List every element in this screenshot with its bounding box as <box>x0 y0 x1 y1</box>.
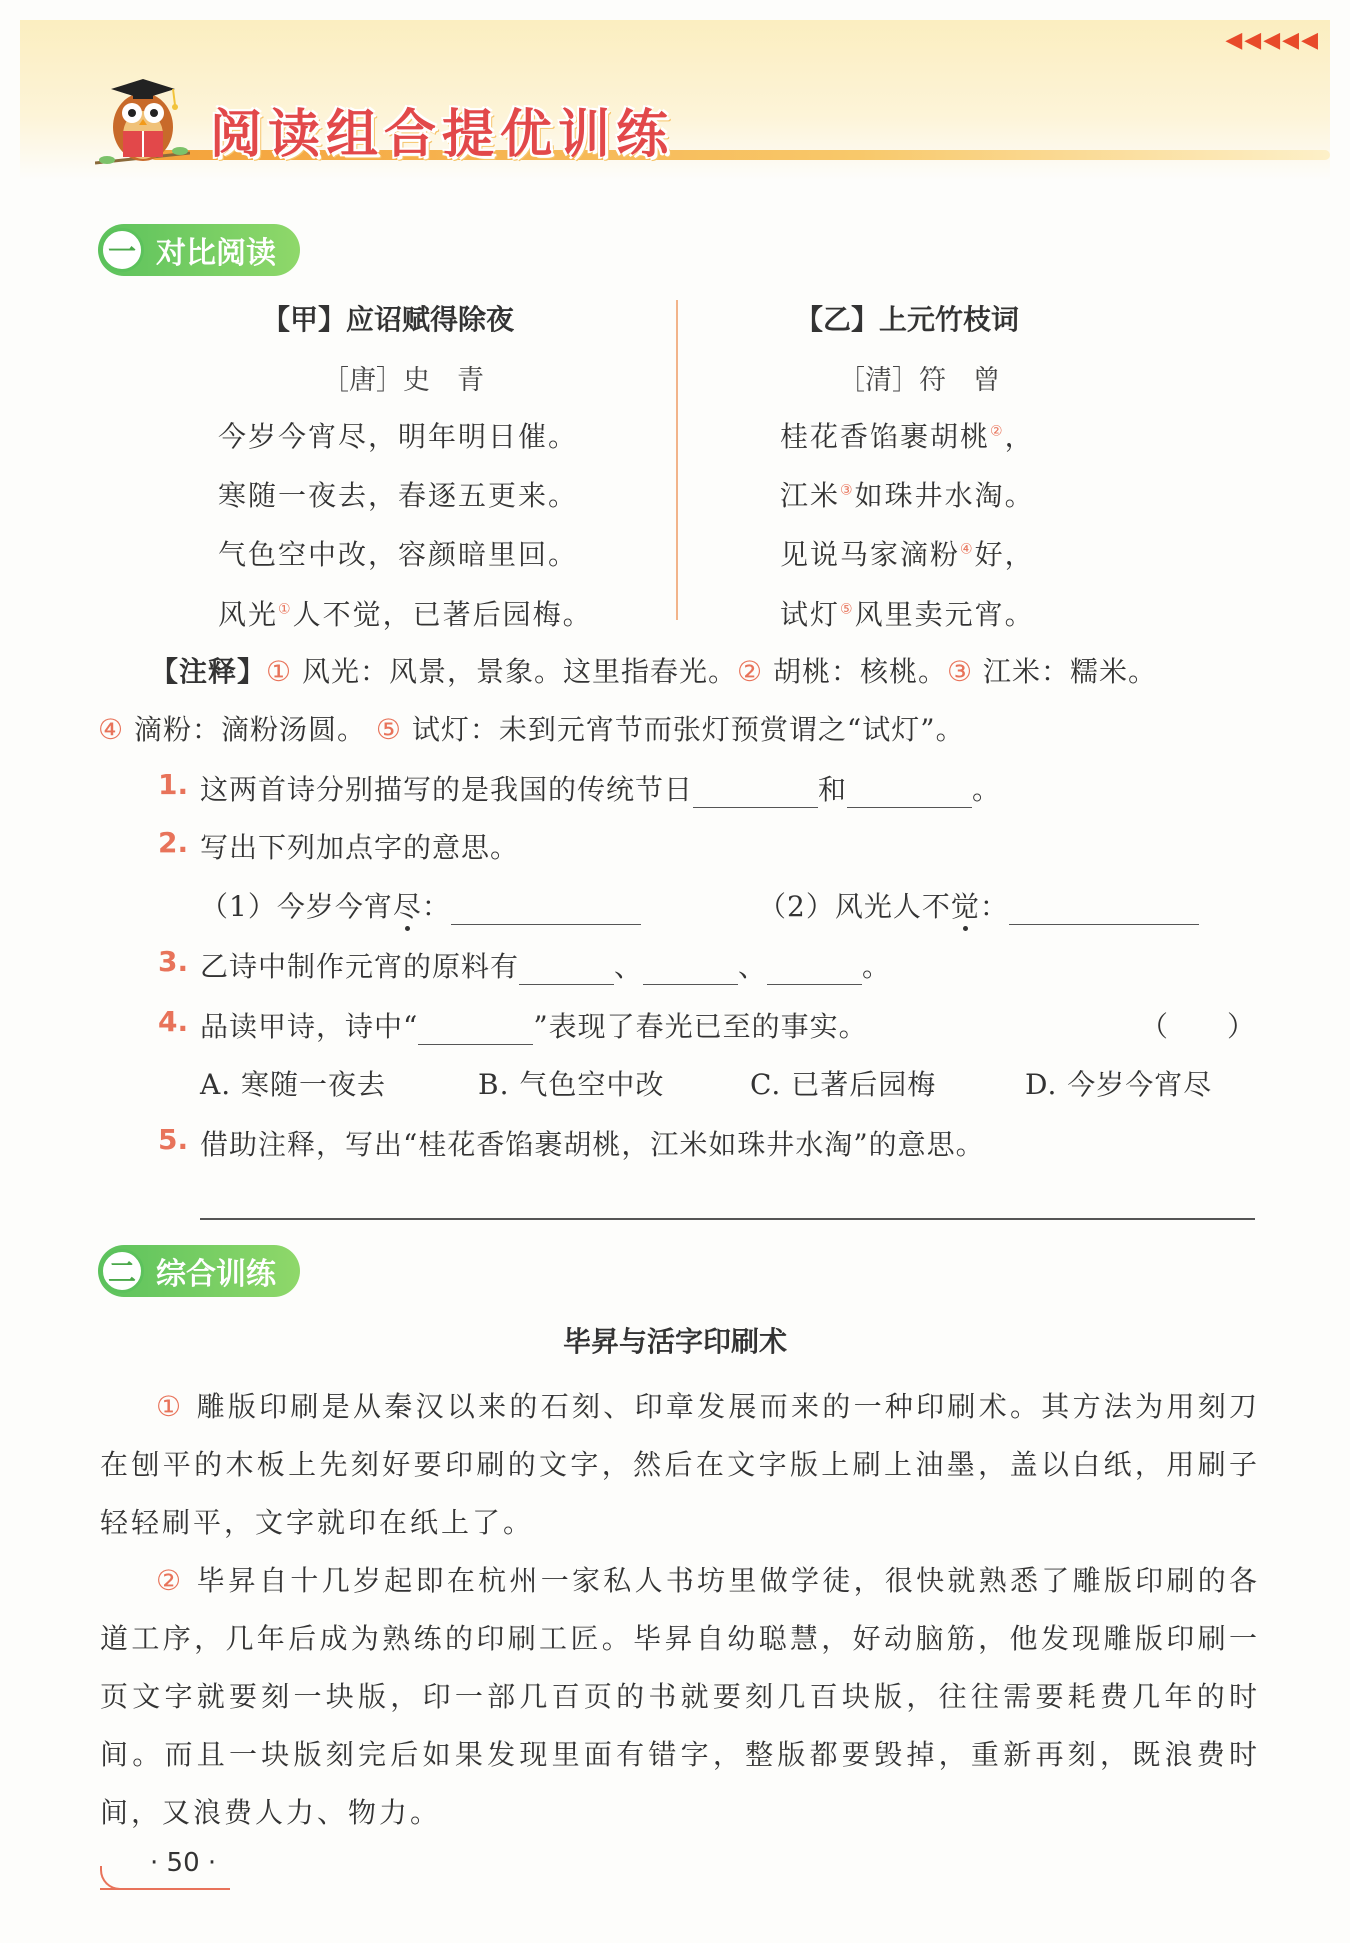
poem-a-line-2: 寒随一夜去，春逐五更来。 <box>218 479 579 512</box>
note-text: 风光：风景，景象。这里指春光。 <box>292 655 738 688</box>
poem-a-line-1: 今岁今宵尽，明年明日催。 <box>218 420 579 453</box>
question-3 <box>200 945 891 985</box>
question-2-item-1 <box>200 885 641 925</box>
option-b[interactable]: B. 气色空中改 <box>478 1068 665 1101</box>
note-text: 江米：糯米。 <box>973 655 1158 688</box>
answer-blank[interactable] <box>643 954 738 985</box>
q2-2-colon: ： <box>979 890 1009 923</box>
note-marker: ① <box>266 655 293 688</box>
paragraph-text: 雕版印刷是从秦汉以来的石刻、印章发展而来的一种印刷术。其方法为用刻刀在刨平的木板上先刻好要印刷的文字，然后在文字版上刷上油墨，盖以白纸，用刷子轻轻刷平，文字就印在纸上了。 <box>100 1390 1260 1539</box>
poem-b-author: ［清］符 曾 <box>838 365 1000 396</box>
separator: 、 <box>614 950 644 983</box>
poem-divider <box>676 300 678 620</box>
poem-a-line-4 <box>218 593 593 633</box>
question-3-text: 乙诗中制作元宵的原料有 <box>200 950 520 983</box>
dotted-char: 尽 <box>392 890 422 923</box>
paragraph-text: 毕昇自十几岁起即在杭州一家私人书坊里做学徒，很快就熟悉了雕版印刷的各道工序，几年后成为熟练的印刷工匠。毕昇自幼聪慧，好动脑筋，他发现雕版印刷一页文字就要刻一块版，印一部几百页的书就要刻几百块版，往往需要耗费几年的时间。而且一块版刻完后如果发现里面有错字，整版都要毁掉，重新再刻，既浪费时间，又浪费人力、物力。 <box>100 1564 1260 1829</box>
poem-a-author: ［唐］史 青 <box>322 365 484 396</box>
page-title: 阅读组合提优训练 <box>210 105 675 165</box>
question-1 <box>200 768 1001 808</box>
footnote-marker: ④ <box>960 541 975 558</box>
section-number: 二 <box>100 1249 144 1293</box>
answer-blank[interactable] <box>1009 894 1199 925</box>
owl-mascot-icon <box>95 65 190 175</box>
question-1-text: 这两首诗分别描写的是我国的传统节日 <box>200 773 694 806</box>
footnote-marker: ⑤ <box>840 601 855 618</box>
poem-a-line-3: 气色空中改，容颜暗里回。 <box>218 538 579 571</box>
section-label: 综合训练 <box>156 1257 276 1292</box>
poem-b-line-1 <box>780 415 1035 455</box>
poem-a-line-4-part2: 人不觉，已著后园梅。 <box>292 598 593 631</box>
question-5-number: 5. <box>158 1123 189 1156</box>
question-4 <box>200 1005 868 1045</box>
note-marker: ③ <box>947 655 974 688</box>
poem-b-line-2-text: 江米 <box>780 479 841 512</box>
answer-blank[interactable] <box>519 954 614 985</box>
question-2-number: 2. <box>158 826 189 859</box>
question-2-item-2 <box>758 885 1199 925</box>
question-3-number: 3. <box>158 945 189 978</box>
footnote-marker: ① <box>278 601 293 618</box>
answer-blank[interactable] <box>451 894 641 925</box>
separator: 、 <box>738 950 768 983</box>
poem-b-line-2 <box>780 474 1035 514</box>
option-d[interactable]: D. 今岁今宵尽 <box>1025 1068 1213 1101</box>
article-paragraph-1 <box>100 1378 1260 1552</box>
answer-parentheses[interactable]: （ ） <box>1140 1010 1257 1043</box>
poem-b-line-4-end: 风里卖元宵。 <box>854 598 1035 631</box>
note-text: 胡桃：核桃。 <box>763 655 948 688</box>
answer-blank[interactable] <box>767 954 862 985</box>
poem-b-line-3-end: 好， <box>974 538 1035 571</box>
notes-line-2 <box>98 708 965 748</box>
section-badge-comprehensive-training <box>98 1245 300 1297</box>
page-number-decoration <box>100 1866 142 1890</box>
poem-b-title: 【乙】上元竹枝词 <box>795 303 1020 336</box>
answer-blank[interactable] <box>418 1014 533 1045</box>
page-number: · 50 · <box>150 1848 217 1878</box>
poem-b-line-4 <box>780 593 1035 633</box>
question-4-text: 品读甲诗，诗中“ <box>200 1010 419 1043</box>
poem-b-line-1-end: ， <box>1004 420 1035 453</box>
footnote-marker: ② <box>990 423 1005 440</box>
note-text: 滴粉：滴粉汤圆。 <box>124 713 367 746</box>
poem-b-line-4-text: 试灯 <box>780 598 841 631</box>
q2-2-text: （2）风光人不 <box>758 890 951 923</box>
note-marker: ② <box>737 655 764 688</box>
answer-line[interactable] <box>200 1218 1255 1220</box>
notes-label: 【注释】 <box>150 655 267 688</box>
section-label: 对比阅读 <box>156 236 276 271</box>
section-number: 一 <box>100 228 144 272</box>
arrow-decoration-icon: ◀◀◀◀◀ <box>1225 28 1320 53</box>
question-1-number: 1. <box>158 768 189 801</box>
poem-b-line-1-text: 桂花香馅裹胡桃 <box>780 420 991 453</box>
article-paragraph-2 <box>100 1552 1260 1842</box>
poem-b-line-3 <box>780 533 1035 573</box>
option-c[interactable]: C. 已著后园梅 <box>750 1068 937 1101</box>
paragraph-marker: ② <box>156 1564 185 1597</box>
question-5-text: 借助注释，写出“桂花香馅裹胡桃，江米如珠井水淘”的意思。 <box>200 1128 985 1161</box>
paragraph-marker: ① <box>156 1390 185 1423</box>
poem-a-title: 【甲】应诏赋得除夜 <box>262 303 515 336</box>
section-badge-contrast-reading <box>98 224 300 276</box>
q2-1-text: （1）今岁今宵 <box>200 890 393 923</box>
poem-a-line-4-part1: 风光 <box>218 598 279 631</box>
poem-b-line-2-end: 如珠井水淘。 <box>854 479 1035 512</box>
q2-1-colon: ： <box>421 890 451 923</box>
question-4-number: 4. <box>158 1005 189 1038</box>
page-number-underline <box>100 1888 230 1890</box>
note-marker: ④ <box>98 713 125 746</box>
footnote-marker: ③ <box>840 482 855 499</box>
question-3-end: 。 <box>862 950 892 983</box>
dotted-char: 觉 <box>950 890 980 923</box>
note-marker: ⑤ <box>375 713 403 746</box>
notes-line-1 <box>150 650 1157 690</box>
option-a[interactable]: A. 寒随一夜去 <box>200 1068 387 1101</box>
answer-blank[interactable] <box>847 777 972 808</box>
article-title: 毕昇与活字印刷术 <box>562 1325 787 1358</box>
note-text: 试灯：未到元宵节而张灯预赏谓之“试灯”。 <box>402 713 965 746</box>
poem-b-line-3-text: 见说马家滴粉 <box>780 538 961 571</box>
question-1-end: 。 <box>972 773 1002 806</box>
answer-blank[interactable] <box>693 777 818 808</box>
question-1-and: 和 <box>818 773 848 806</box>
question-4-text-end: ”表现了春光已至的事实。 <box>533 1010 868 1043</box>
question-2-text: 写出下列加点字的意思。 <box>200 831 520 864</box>
